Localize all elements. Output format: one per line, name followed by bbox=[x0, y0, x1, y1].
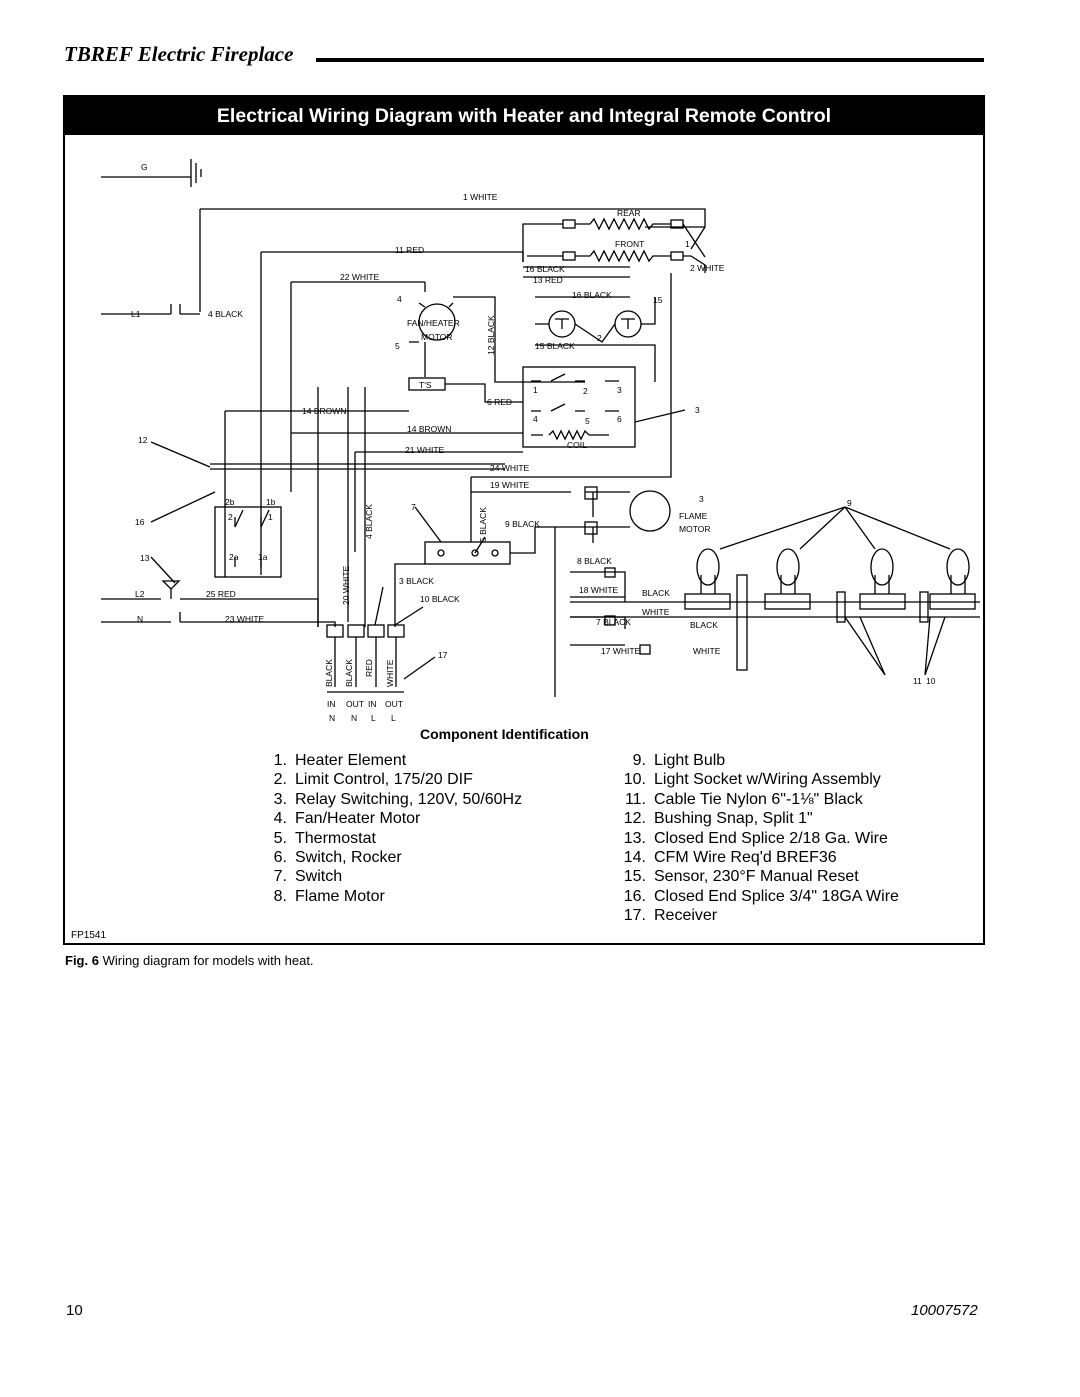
label-switch-2b: 2b bbox=[225, 497, 235, 507]
label-5-black: 5 BLACK bbox=[478, 507, 488, 542]
label-25-red: 25 RED bbox=[206, 589, 236, 599]
label-coil: COIL bbox=[567, 440, 587, 450]
label-12-black: 12 BLACK bbox=[486, 315, 496, 355]
component-identification-title: Component Identification bbox=[420, 726, 589, 742]
label-switch-1b: 1b bbox=[266, 497, 276, 507]
list-item: 12. Bushing Snap, Split 1" bbox=[623, 810, 813, 828]
label-l-1: L bbox=[371, 713, 376, 723]
label-switch-2: 2 bbox=[228, 512, 233, 522]
label-22-white: 22 WHITE bbox=[340, 272, 380, 282]
label-black-2: BLACK bbox=[690, 620, 718, 630]
label-7-black: 7 BLACK bbox=[596, 617, 631, 627]
list-item: 7. Switch bbox=[273, 868, 343, 886]
label-n-2: N bbox=[351, 713, 358, 723]
list-item: 17. Receiver bbox=[623, 907, 718, 925]
label-9-black: 9 BLACK bbox=[505, 519, 540, 529]
label-15-black: 15 BLACK bbox=[535, 341, 575, 351]
document-title: TBREF Electric Fireplace bbox=[64, 42, 294, 66]
label-18-white: 18 WHITE bbox=[579, 585, 619, 595]
list-item: 6. Switch, Rocker bbox=[273, 848, 402, 866]
label-9: 9 bbox=[847, 498, 852, 508]
label-rear: REAR bbox=[617, 208, 641, 218]
label-14-brown-b: 14 BROWN bbox=[407, 424, 452, 434]
label-19-white: 19 WHITE bbox=[490, 480, 530, 490]
label-receiver-red: RED bbox=[364, 659, 374, 677]
label-ground: G bbox=[141, 162, 148, 172]
list-item: 1. Heater Element bbox=[273, 752, 407, 769]
label-in-2: IN bbox=[368, 699, 377, 709]
label-relay-6: 6 bbox=[617, 414, 622, 424]
label-16-black-a: 16 BLACK bbox=[525, 264, 565, 274]
label-17-white: 17 WHITE bbox=[601, 646, 641, 656]
label-out-2: OUT bbox=[385, 699, 403, 709]
diagram-banner-title: Electrical Wiring Diagram with Heater and Integral Remote Control bbox=[65, 97, 983, 135]
figure-caption bbox=[65, 953, 314, 968]
diagram-labels bbox=[131, 162, 936, 723]
figure-code: FP1541 bbox=[71, 930, 107, 941]
label-flame-motor: MOTOR bbox=[679, 524, 711, 534]
label-relay-3: 3 bbox=[617, 385, 622, 395]
list-item: 8. Flame Motor bbox=[273, 887, 385, 905]
label-21-white: 21 WHITE bbox=[405, 445, 445, 455]
label-13: 13 bbox=[140, 553, 150, 563]
label-1-white: 1 WHITE bbox=[463, 192, 498, 202]
label-receiver-white: WHITE bbox=[385, 659, 395, 687]
list-item: 11. Cable Tie Nylon 6"-1⅛" Black bbox=[624, 790, 863, 808]
figure-caption-text: Wiring diagram for models with heat. bbox=[102, 953, 314, 968]
label-5: 5 bbox=[395, 341, 400, 351]
label-switch-1a: 1a bbox=[258, 552, 268, 562]
label-3-relay: 3 bbox=[695, 405, 700, 415]
list-item: 15. Sensor, 230°F Manual Reset bbox=[623, 868, 859, 886]
component-list-right bbox=[618, 751, 899, 926]
label-n-1: N bbox=[329, 713, 336, 723]
label-13-red: 13 RED bbox=[533, 275, 563, 285]
label-front-num: 1 bbox=[685, 239, 690, 249]
label-relay-2: 2 bbox=[583, 386, 588, 396]
label-16-black-b: 16 BLACK bbox=[572, 290, 612, 300]
label-fan-heater: FAN/HEATER bbox=[407, 318, 460, 328]
list-item: 14. CFM Wire Req'd BREF36 bbox=[623, 848, 837, 866]
component-list-left bbox=[271, 751, 522, 906]
label-23-white: 23 WHITE bbox=[225, 614, 265, 624]
label-6-red: 6 RED bbox=[487, 397, 513, 407]
label-17: 17 bbox=[438, 650, 448, 660]
label-14-brown-a: 14 BROWN bbox=[302, 406, 347, 416]
list-item: 9. Light Bulb bbox=[632, 752, 726, 769]
label-11-red: 11 RED bbox=[395, 245, 425, 255]
wiring-diagram-panel bbox=[63, 95, 985, 945]
label-receiver-black-2: BLACK bbox=[344, 659, 354, 687]
label-11: 11 bbox=[913, 676, 922, 686]
list-item: 10. Light Socket w/Wiring Assembly bbox=[623, 771, 881, 789]
label-16: 16 bbox=[135, 517, 145, 527]
label-3-flame: 3 bbox=[699, 494, 704, 504]
label-l-2: L bbox=[391, 713, 396, 723]
label-3-black: 3 BLACK bbox=[399, 576, 434, 586]
label-out-1: OUT bbox=[346, 699, 364, 709]
document-number: 10007572 bbox=[911, 1302, 978, 1319]
label-switch-1: 1 bbox=[268, 512, 273, 522]
label-l1: L1 bbox=[131, 309, 141, 319]
label-n: N bbox=[137, 614, 144, 624]
list-item: 16. Closed End Splice 3/4" 18GA Wire bbox=[623, 887, 899, 905]
label-24-white: 24 WHITE bbox=[490, 463, 530, 473]
list-item: 3. Relay Switching, 120V, 50/60Hz bbox=[273, 790, 523, 808]
header-rule bbox=[316, 58, 984, 62]
label-white-1: WHITE bbox=[642, 607, 670, 617]
label-10-black: 10 BLACK bbox=[420, 594, 460, 604]
label-receiver-black-1: BLACK bbox=[324, 659, 334, 687]
label-white-2: WHITE bbox=[693, 646, 721, 656]
label-flame: FLAME bbox=[679, 511, 708, 521]
label-relay-4: 4 bbox=[533, 414, 538, 424]
label-4: 4 bbox=[397, 294, 402, 304]
figure-caption-label: Fig. 6 bbox=[65, 953, 99, 968]
label-10: 10 bbox=[926, 676, 936, 686]
label-thermostat: T'S bbox=[419, 380, 432, 390]
label-7: 7 bbox=[411, 502, 416, 512]
list-item: 5. Thermostat bbox=[273, 829, 376, 847]
label-relay-5: 5 bbox=[585, 416, 590, 426]
label-8-black: 8 BLACK bbox=[577, 556, 612, 566]
label-l2: L2 bbox=[135, 589, 145, 599]
label-4-black: 4 BLACK bbox=[208, 309, 243, 319]
label-12: 12 bbox=[138, 435, 148, 445]
list-item: 13. Closed End Splice 2/18 Ga. Wire bbox=[623, 829, 888, 847]
page-number: 10 bbox=[66, 1302, 83, 1319]
list-item: 4. Fan/Heater Motor bbox=[273, 810, 421, 828]
label-motor: MOTOR bbox=[421, 332, 453, 342]
label-front: FRONT bbox=[615, 239, 645, 249]
label-switch-2a: 2a bbox=[229, 552, 239, 562]
list-item: 2. Limit Control, 175/20 DIF bbox=[273, 771, 473, 789]
label-relay-1: 1 bbox=[533, 385, 538, 395]
label-4-black-v: 4 BLACK bbox=[364, 504, 374, 539]
label-2-white: 2 WHITE bbox=[690, 263, 725, 273]
label-in-1: IN bbox=[327, 699, 336, 709]
label-15: 15 bbox=[653, 295, 663, 305]
label-black-1: BLACK bbox=[642, 588, 670, 598]
label-20-white: 20 WHITE bbox=[341, 565, 351, 605]
label-limit-2: 2 bbox=[597, 333, 602, 343]
